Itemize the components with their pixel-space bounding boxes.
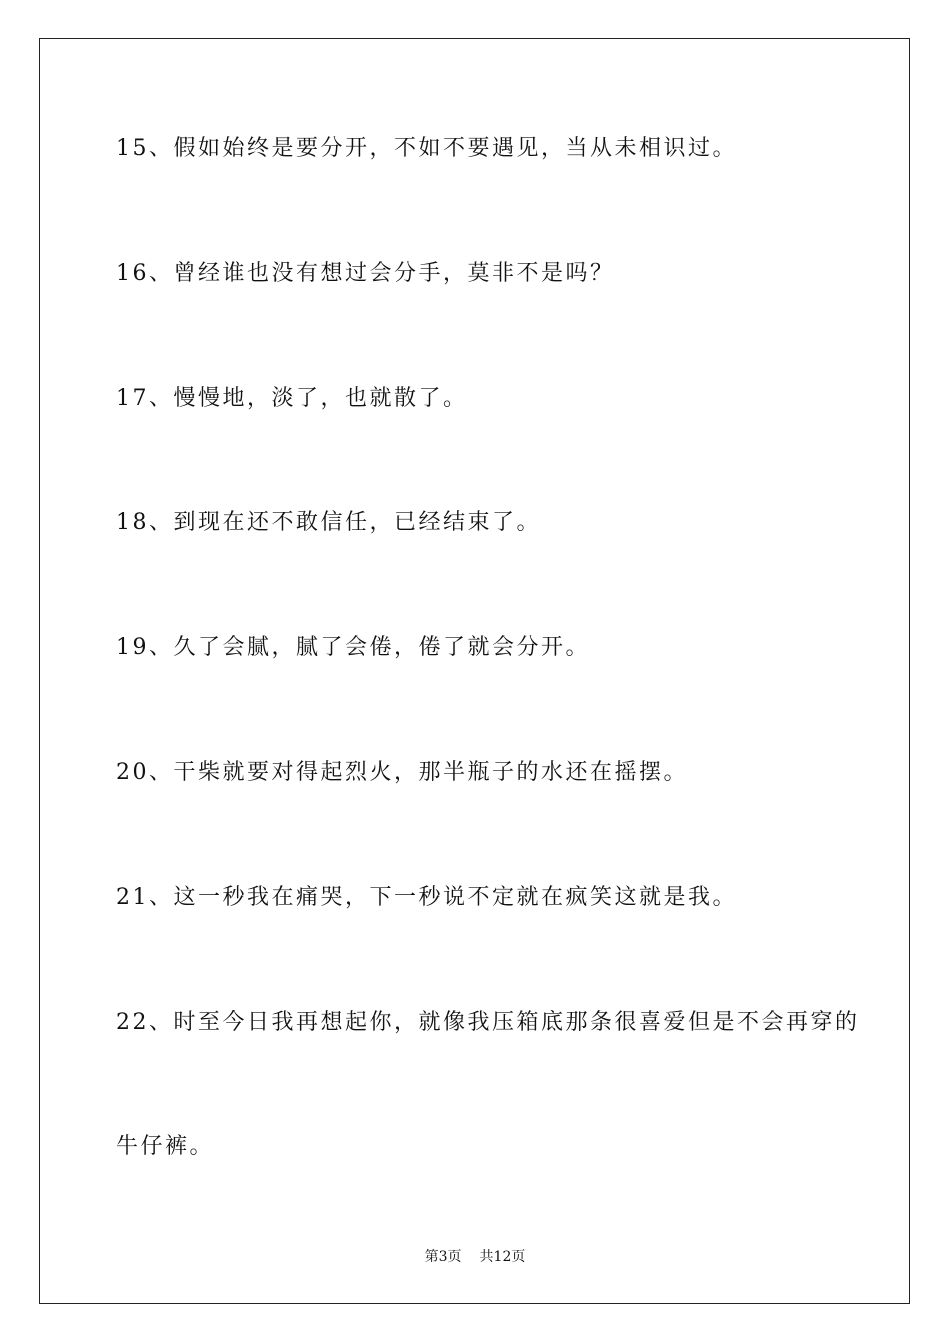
page-total: 共12页 xyxy=(479,1249,526,1265)
list-item: 17、慢慢地，淡了，也就散了。 xyxy=(116,386,468,411)
list-item: 19、久了会腻，腻了会倦，倦了就会分开。 xyxy=(116,635,590,660)
page-number: 第3页 xyxy=(424,1249,462,1265)
page-footer xyxy=(0,1248,950,1266)
page-border xyxy=(39,38,910,1304)
list-item: 22、时至今日我再想起你，就像我压箱底那条很喜爱但是不会再穿的 xyxy=(116,1010,860,1035)
list-item: 21、这一秒我在痛哭，下一秒说不定就在疯笑这就是我。 xyxy=(116,885,737,910)
list-item: 16、曾经谁也没有想过会分手，莫非不是吗？ xyxy=(116,261,615,286)
list-item-continuation: 牛仔裤。 xyxy=(116,1134,215,1159)
list-item: 18、到现在还不敢信任，已经结束了。 xyxy=(116,510,541,535)
list-item: 20、干柴就要对得起烈火，那半瓶子的水还在摇摆。 xyxy=(116,760,688,785)
list-item: 15、假如始终是要分开，不如不要遇见，当从未相识过。 xyxy=(116,136,737,161)
